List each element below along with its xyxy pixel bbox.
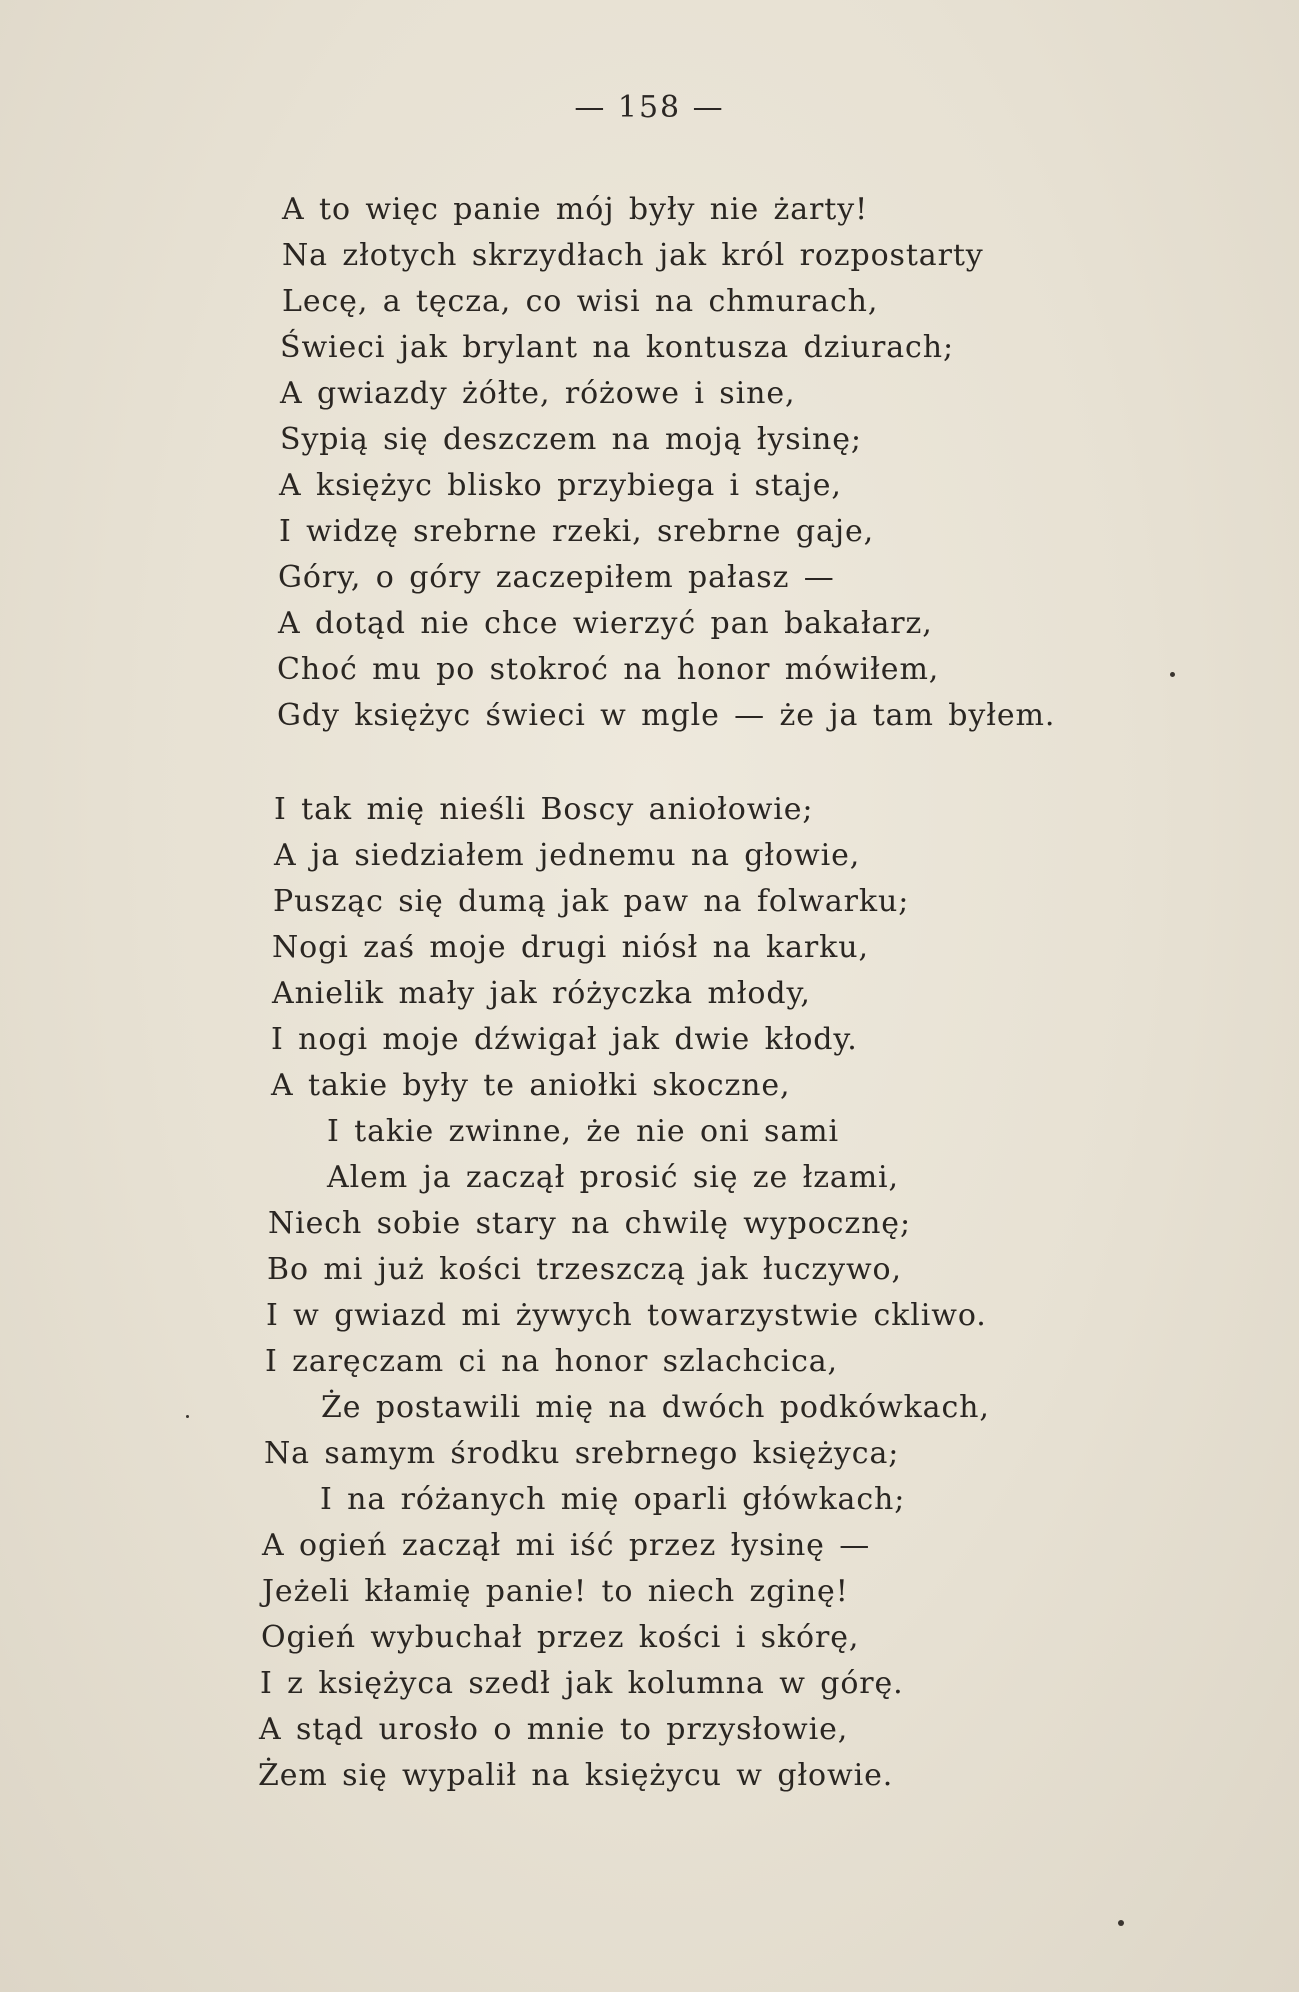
poem-line: Na samym środku srebrnego księżyca; <box>264 1436 900 1471</box>
poem-line: I z księżyca szedł jak kolumna w górę. <box>260 1666 904 1701</box>
poem-line: Niech sobie stary na chwilę wypocznę; <box>268 1206 911 1241</box>
poem-line: I takie zwinne, że nie oni sami <box>327 1114 839 1149</box>
ink-speck <box>186 1415 189 1418</box>
poem-line: Sypią się deszczem na moją łysinę; <box>280 422 862 457</box>
poem-line: Żem się wypalił na księżycu w głowie. <box>258 1758 894 1793</box>
poem-line: Anielik mały jak różyczka młody, <box>272 976 811 1011</box>
poem-line: A ogień zaczął mi iść przez łysinę — <box>262 1528 871 1563</box>
poem-line: Nogi zaś moje drugi niósł na karku, <box>272 930 869 965</box>
poem-line: Alem ja zaczął prosić się ze łzami, <box>327 1160 899 1195</box>
poem-line: A gwiazdy żółte, różowe i sine, <box>280 376 796 411</box>
poem-line: Jeżeli kłamię panie! to niech zginę! <box>262 1574 849 1609</box>
poem-line: I tak mię nieśli Boscy aniołowie; <box>274 792 814 827</box>
poem-line: Bo mi już kości trzeszczą jak łuczywo, <box>267 1252 902 1287</box>
poem-line: Ogień wybuchał przez kości i skórę, <box>261 1620 860 1655</box>
poem-line: Góry, o góry zaczepiłem pałasz — <box>278 560 835 595</box>
poem-line: Że postawili mię na dwóch podkówkach, <box>321 1390 990 1425</box>
poem-line: Gdy księżyc świeci w mgle — że ja tam byłem. <box>277 698 1056 733</box>
poem-line: Lecę, a tęcza, co wisi na chmurach, <box>282 284 879 319</box>
poem-line: Na złotych skrzydłach jak król rozpostarty <box>282 238 984 273</box>
poem-line: Świeci jak brylant na kontusza dziurach; <box>280 330 954 365</box>
poem-line: A ja siedziałem jednemu na głowie, <box>274 838 861 873</box>
poem-line: I na różanych mię oparli główkach; <box>320 1482 906 1517</box>
poem-line: I zaręczam ci na honor szlachcica, <box>265 1344 838 1379</box>
poem-line: I nogi moje dźwigał jak dwie kłody. <box>271 1022 858 1057</box>
ink-speck <box>1118 1920 1124 1926</box>
ink-speck <box>1170 672 1175 677</box>
poem-line: I w gwiazd mi żywych towarzystwie ckliwo. <box>266 1298 987 1333</box>
page-number: — 158 — <box>574 90 725 125</box>
poem-line: A księżyc blisko przybiega i staje, <box>279 468 842 503</box>
poem-line: Pusząc się dumą jak paw na folwarku; <box>273 884 910 919</box>
poem-line: A takie były te aniołki skoczne, <box>271 1068 791 1103</box>
poem-line: Choć mu po stokroć na honor mówiłem, <box>277 652 940 687</box>
poem-line: I widzę srebrne rzeki, srebrne gaje, <box>279 514 875 549</box>
poem-line: A dotąd nie chce wierzyć pan bakałarz, <box>278 606 933 641</box>
poem-line: A stąd urosło o mnie to przysłowie, <box>259 1712 849 1747</box>
poem-line: A to więc panie mój były nie żarty! <box>282 192 869 227</box>
